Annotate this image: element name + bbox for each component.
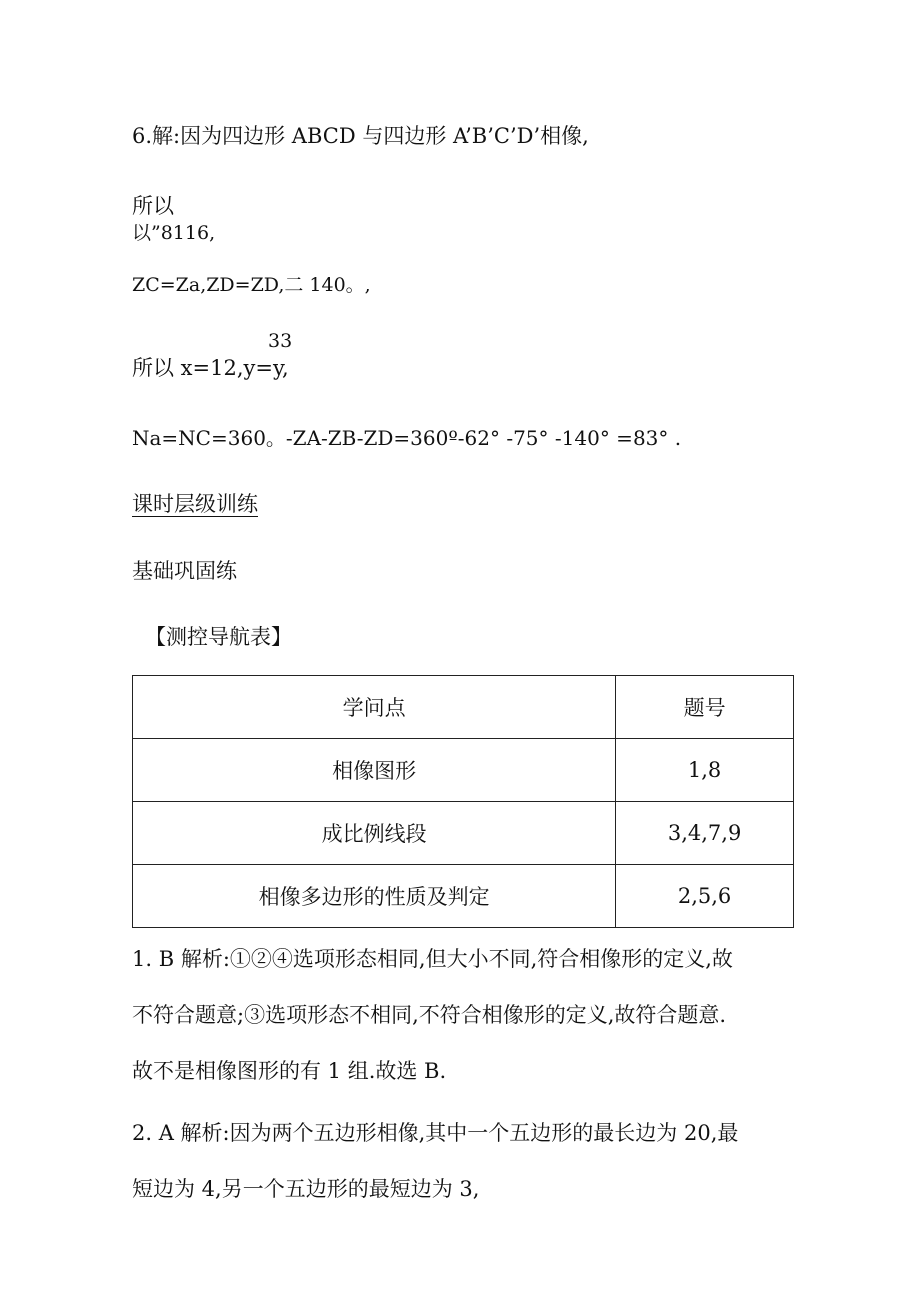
answer-1-line-3: 故不是相像图形的有 1 组.故选 B. <box>132 1059 447 1083</box>
solution-6-line-4: ZC=Za,ZD=ZD,二 140。, <box>132 274 371 296</box>
answer-2-line-2: 短边为 4,另一个五边形的最短边为 3, <box>132 1177 480 1201</box>
table-cell-topic: 成比例线段 <box>133 802 616 865</box>
solution-6-line-6: Na=NC=360。-ZA-ZB-ZD=360º-62° -75° -140° =83° . <box>132 426 682 450</box>
solution-6-line-1: 6.解:因为四边形 ABCD 与四边形 A’B’C’D’相像, <box>132 124 589 148</box>
table-title: 【测控导航表】 <box>145 625 292 649</box>
table-header-row <box>133 676 794 739</box>
answer-2-line-1: 2. A 解析:因为两个五边形相像,其中一个五边形的最长边为 20,最 <box>132 1121 739 1145</box>
table-row <box>133 739 794 802</box>
table-cell-topic: 相像图形 <box>133 739 616 802</box>
answer-1-line-2: 不符合题意;③选项形态不相同,不符合相像形的定义,故符合题意. <box>132 1003 727 1027</box>
solution-6-line-2: 所以 <box>132 194 174 218</box>
table-cell-numbers: 2,5,6 <box>616 865 794 928</box>
table-cell-numbers: 3,4,7,9 <box>616 802 794 865</box>
table-cell-numbers: 1,8 <box>616 739 794 802</box>
fraction-numerator: 33 <box>268 330 293 352</box>
navigation-table <box>132 675 794 928</box>
section-title: 课时层级训练 <box>132 492 258 516</box>
table-row <box>133 865 794 928</box>
subsection-title: 基础巩固练 <box>132 559 237 583</box>
table-cell-topic: 相像多边形的性质及判定 <box>133 865 616 928</box>
solution-6-line-5: 所以 x=12,y=y, <box>132 356 289 380</box>
table-row <box>133 802 794 865</box>
answer-1-line-1: 1. B 解析:①②④选项形态相同,但大小不同,符合相像形的定义,故 <box>132 947 733 971</box>
table-header-topic: 学问点 <box>133 676 616 739</box>
table-header-question-numbers: 题号 <box>616 676 794 739</box>
solution-6-line-3: 以”8116, <box>132 222 216 244</box>
